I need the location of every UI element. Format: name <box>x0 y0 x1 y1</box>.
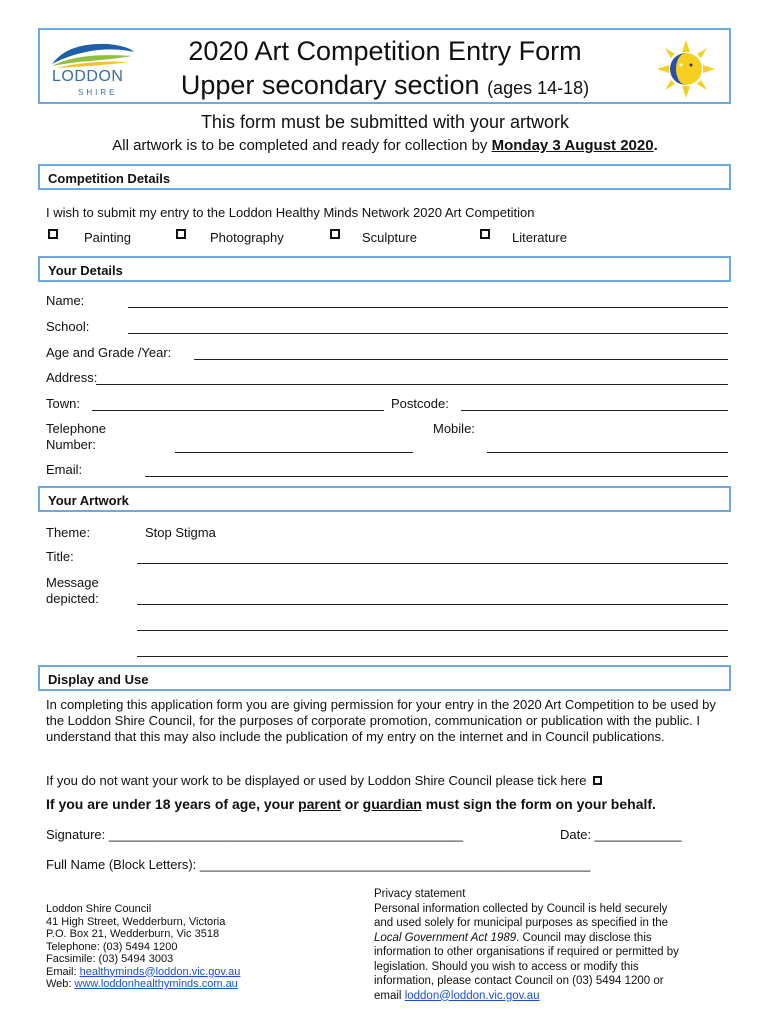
permission-paragraph: In completing this application form you are giving permission for your entry in the 2020 Art Competition to be used by the Loddon Shire Council, for the purposes of corporate promotion, communication or publication with the public. I understand that this may also include the publication of my entry on the internet and in Council publications. <box>46 697 716 744</box>
school-label: School: <box>46 319 90 334</box>
postcode-label: Postcode: <box>391 396 449 411</box>
checkbox-literature[interactable] <box>480 226 490 244</box>
email-field[interactable] <box>145 476 728 477</box>
email-label: Email: <box>46 462 83 477</box>
council-web-row <box>46 978 356 991</box>
web-label-footer: Web: <box>46 978 72 990</box>
council-telephone: Telephone: (03) 5494 1200 <box>46 940 178 953</box>
deadline-date: Monday 3 August 2020 <box>491 137 654 154</box>
council-contact-block <box>46 903 356 991</box>
council-facsimile: Facsimile: (03) 5494 3003 <box>46 953 174 965</box>
council-name: Loddon Shire Council <box>46 903 152 915</box>
privacy-line1: Personal information collected by Council is held securely <box>374 902 668 915</box>
guardian-word: guardian <box>362 796 422 812</box>
town-field[interactable] <box>92 410 384 411</box>
option-painting-label: Painting <box>84 230 131 245</box>
telephone-label-line2: Number: <box>46 437 96 452</box>
privacy-line7 <box>374 989 724 1004</box>
checkbox-sculpture[interactable] <box>330 226 340 244</box>
council-address-line1: 41 High Street, Wedderburn, Victoria <box>46 915 226 928</box>
theme-label: Theme: <box>46 525 91 540</box>
ready-text: All artwork is to be completed and ready for collection by <box>112 137 488 154</box>
deadline-notice <box>0 137 770 154</box>
privacy-line3-rest: . Council may disclose this <box>516 931 652 944</box>
act-name: Local Government Act 1989 <box>374 931 517 944</box>
option-photography-label: Photography <box>210 230 284 245</box>
section-name: Upper secondary section <box>180 70 480 100</box>
page-subtitle <box>0 70 770 101</box>
telephone-label-line1: Telephone <box>46 421 106 436</box>
council-email-row <box>46 966 356 979</box>
email-label-footer: Email: <box>46 965 77 978</box>
message-field-line2[interactable] <box>137 630 728 631</box>
your-details-heading: Your Details <box>38 256 731 282</box>
age-range: (ages 14-18) <box>487 78 590 98</box>
date-field[interactable]: Date: ____________ <box>560 827 682 842</box>
healthyminds-email-link[interactable]: healthyminds@loddon.vic.gov.au <box>79 965 241 978</box>
privacy-line3 <box>374 931 724 946</box>
option-literature-label: Literature <box>512 230 567 245</box>
artwork-title-label: Title: <box>46 549 74 564</box>
submission-statement: I wish to submit my entry to the Loddon Healthy Minds Network 2020 Art Competition <box>46 205 535 220</box>
message-label-line2: depicted: <box>46 591 99 606</box>
message-label-line1: Message <box>46 575 99 590</box>
or-word: or <box>344 796 359 812</box>
council-email-link[interactable]: loddon@loddon.vic.gov.au <box>404 989 540 1002</box>
under-18-notice <box>46 796 656 812</box>
checkbox-painting[interactable] <box>48 226 58 244</box>
privacy-email-label: email <box>374 989 402 1002</box>
privacy-title: Privacy statement <box>374 888 466 900</box>
logo-shire: SHIRE <box>78 88 118 97</box>
privacy-line6: information, please contact Council on (03) 5494 1200 or <box>374 975 664 987</box>
council-address-line2: P.O. Box 21, Wedderburn, Vic 3518 <box>46 928 220 940</box>
name-label: Name: <box>46 293 85 308</box>
mobile-field[interactable] <box>487 452 728 453</box>
opt-out-row <box>46 773 602 788</box>
display-and-use-heading: Display and Use <box>38 665 731 691</box>
theme-value: Stop Stigma <box>145 525 216 540</box>
artwork-title-field[interactable] <box>137 563 728 564</box>
checkbox-photography[interactable] <box>176 226 186 244</box>
deadline-period: . <box>653 137 658 154</box>
postcode-field[interactable] <box>461 410 728 411</box>
address-field[interactable] <box>96 384 728 385</box>
full-name-field[interactable]: Full Name (Block Letters): ______________________________________________________ <box>46 857 591 872</box>
must-submit-notice: This form must be submitted with your artwork <box>200 112 570 132</box>
mobile-label: Mobile: <box>433 421 475 436</box>
your-artwork-heading: Your Artwork <box>38 486 731 512</box>
privacy-line4: information to other organisations if required or permitted by <box>374 946 679 958</box>
competition-details-heading: Competition Details <box>38 164 731 190</box>
address-label: Address: <box>46 370 98 385</box>
opt-out-text: If you do not want your work to be displayed or used by Loddon Shire Council please tick here <box>46 773 587 788</box>
logo-name: LODDON <box>52 68 124 85</box>
town-label: Town: <box>46 396 80 411</box>
age-grade-field[interactable] <box>194 359 728 360</box>
privacy-statement <box>374 887 724 1003</box>
website-link[interactable]: www.loddonhealthyminds.com.au <box>74 978 238 990</box>
page-title: 2020 Art Competition Entry Form <box>188 36 582 66</box>
under-18-text-a: If you are under 18 years of age, your <box>46 796 295 812</box>
message-field-line3[interactable] <box>137 656 728 657</box>
option-sculpture-label: Sculpture <box>362 230 417 245</box>
age-grade-label: Age and Grade /Year: <box>46 345 172 360</box>
name-field[interactable] <box>128 307 728 308</box>
signature-field[interactable]: Signature: _________________________________________________ <box>46 827 464 842</box>
privacy-line2: and used solely for municipal purposes as specified in the <box>374 917 669 929</box>
parent-word: parent <box>298 796 341 812</box>
message-field-line1[interactable] <box>137 604 728 605</box>
privacy-line5: legislation. Should you wish to access or modify this <box>374 960 639 973</box>
opt-out-checkbox[interactable] <box>593 776 602 785</box>
telephone-field[interactable] <box>175 452 413 453</box>
school-field[interactable] <box>128 333 728 334</box>
under-18-text-b: must sign the form on your behalf. <box>425 796 656 812</box>
